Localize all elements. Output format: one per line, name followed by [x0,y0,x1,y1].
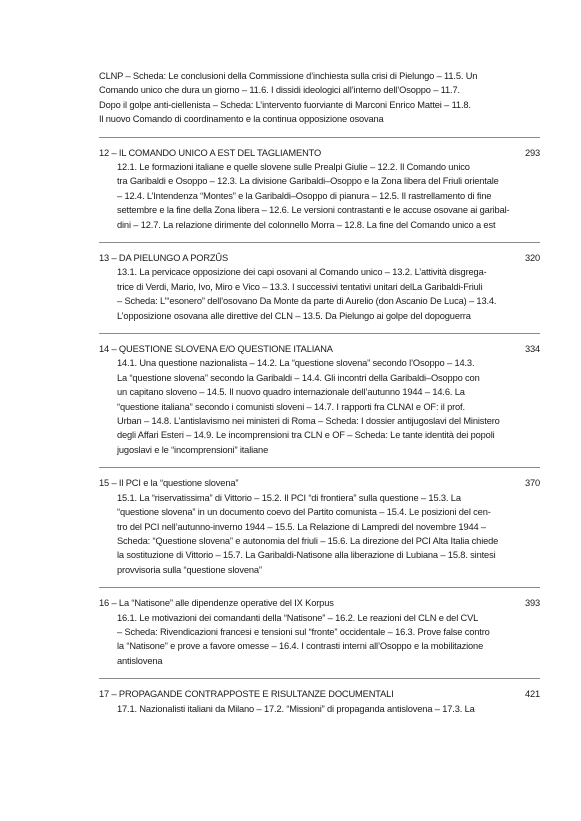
chapter-subsections [99,491,540,577]
chapter-title[interactable]: 13 – DA PIELUNGO A PORZÛS [99,253,229,264]
toc-line: 16.1. Le motivazioni dei comandanti della “Natisone” – 16.2. Le reazioni del CLN e del CVL [117,612,479,623]
toc-line: Il nuovo Comando di coordinamento e la continua opposizione osovana [99,114,384,125]
toc-line: “questione slovena” in un documento coevo del Partito comunista – 15.4. Le posizioni del cen- [117,507,491,518]
toc-chapter-17 [99,678,540,716]
toc-line: degli Affari Esteri – 14.9. Le incomprensioni tra CLN e OF – Scheda: Le tante identità dei popoli [117,430,495,441]
toc-line: tro del PCI nell’autunno-inverno 1944 – 15.5. La Relazione di Lampredi del novembre 1944 – [117,521,486,532]
toc-line: dini – 12.7. La relazione dirimente del colonnello Morra – 12.8. La fine del Comando unico a est [117,219,496,230]
chapter-page-number: 334 [524,344,540,355]
chapter-title[interactable]: 16 – La “Natisone” alle dipendenze operative del IX Korpus [99,598,334,609]
chapter-title[interactable]: 17 – PROPAGANDE CONTRAPPOSTE E RISULTANZE DOCUMENTALI [99,689,394,700]
toc-line: – 12.4. L’Intendenza “Montes” e la Garibaldi–Osoppo di pianura – 12.5. Il rastrellamento di fine [117,190,492,201]
toc-line: settembre e la fine della Zona libera – 12.6. Le versioni contrastanti e le accuse osovane ai garibal- [117,205,510,216]
toc-line: antislovena [117,655,163,666]
toc-line: La “questione slovena” secondo la Garibaldi – 14.4. Gli incontri della Garibaldi–Osoppo con [117,372,480,383]
toc-continuation [99,69,540,127]
chapter-title[interactable]: 14 – QUESTIONE SLOVENA E/O QUESTIONE ITALIANA [99,344,333,355]
toc-chapter-12 [99,137,540,232]
chapter-subsections [99,160,540,232]
chapter-page-number: 320 [524,253,540,264]
toc-line: 15.1. La “riservatissima” di Vittorio – 15.2. Il PCI “di frontiera” sulla questione – 15.3. La [117,492,461,503]
chapter-title[interactable]: 15 – Il PCI e la “questione slovena” [99,478,239,489]
toc-line: provvisoria sulla “questione slovena” [117,564,262,575]
toc-line: L’opposizione osovana alle direttive del CLN – 13.5. Da Pielungo ai golpe del dopoguerra [117,310,471,321]
toc-line: – Scheda: Rivendicazioni francesi e tensioni sul “fronte” occidentale – 16.3. Prove false contro [117,626,490,637]
toc-chapter-14 [99,333,540,457]
chapter-subsections [99,265,540,323]
table-of-contents [99,69,540,716]
toc-line: Scheda: “Questione slovena” e autonomia del friuli – 15.6. La direzione del PCI Alta Italia chiede [117,535,499,546]
toc-line: 14.1. Una questione nazionalista – 14.2. La “questione slovena” secondo l’Osoppo – 14.3. [117,358,475,369]
toc-line: la sostituzione di Vittorio – 15.7. La Garibaldi-Natisone alla liberazione di Lubiana – 15.8. sintesi [117,550,496,561]
toc-line: 12.1. Le formazioni italiane e quelle slovene sulle Prealpi Giulie – 12.2. Il Comando unico [117,162,470,173]
chapter-subsections [99,611,540,669]
toc-line: Urban – 14.8. L’antislavismo nei ministeri di Roma – Scheda: I dossier antijugoslavi del Ministero [117,416,500,427]
toc-chapter-13 [99,242,540,323]
chapter-page-number: 370 [524,478,540,489]
toc-line: trice di Verdi, Mario, Ivo, Miro e Vico – 13.3. I successivi tentativi unitari delLa Garibaldi-Friuli [117,281,483,292]
toc-line: – Scheda: L’“esonero” dell’osovano Da Monte da parte di Aurelio (don Ascanio De Luca) – 13.4. [117,296,497,307]
toc-line: Comando unico che dura un giorno – 11.6. I dissidi ideologici all’interno dell’Osoppo – 11.7. [99,85,460,96]
toc-line: CLNP – Scheda: Le conclusioni della Commissione d’inchiesta sulla crisi di Pielungo – 11.5. Un [99,71,478,81]
toc-line: 13.1. La pervicace opposizione dei capi osovani al Comando unico – 13.2. L’attività disgrega- [117,267,487,278]
chapter-page-number: 293 [524,147,540,158]
chapter-page-number: 421 [524,689,540,700]
toc-line: tra Garibaldi e Osoppo – 12.3. La divisione Garibaldi–Osoppo e la Zona libera del Friuli orientale [117,176,499,187]
chapter-subsections [99,356,540,457]
toc-line: la “Natisone” e prove a favore omesse – 16.4. I contrasti interni all’Osoppo e la mobilitazione [117,641,484,652]
toc-chapter-16 [99,587,540,668]
toc-line: jugoslavi e le “incomprensioni” italiane [117,444,269,455]
chapter-title[interactable]: 12 – IL COMANDO UNICO A EST DEL TAGLIAMENTO [99,147,322,158]
toc-line: un capitano sloveno – 14.5. Il nuovo quadro internazionale dell’autunno 1944 – 14.6. La [117,387,465,398]
toc-line: 17.1. Nazionalisti italiani da Milano – 17.2. “Missioni” di propaganda antislovena – 17.3. La [117,703,475,714]
toc-line: “questione italiana” secondo i comunisti sloveni – 14.7. I rapporti fra CLNAI e OF: il prof. [117,401,465,412]
toc-chapter-15 [99,467,540,577]
toc-line: Dopo il golpe anti-ciellenista – Scheda: L’intervento fuorviante di Marconi Enrico Mattei – 11.8. [99,99,471,110]
chapter-page-number: 393 [524,598,540,609]
chapter-subsections [99,702,540,716]
